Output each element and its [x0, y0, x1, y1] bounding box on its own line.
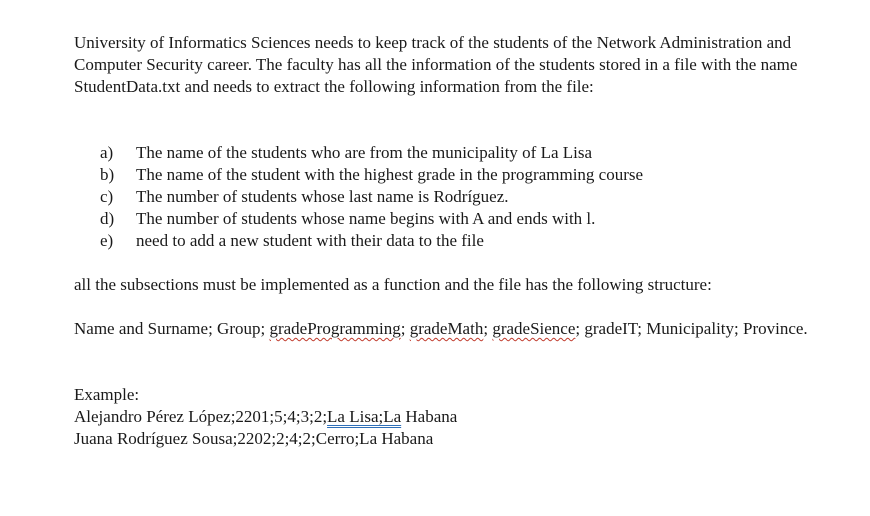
example-label: Example:: [74, 385, 140, 404]
requirements-list: [100, 142, 643, 252]
structure-separator: ;: [400, 319, 410, 338]
spellcheck-word: gradeProgramming: [269, 319, 401, 338]
example-text: Habana: [401, 407, 458, 426]
structure-text: Name and Surname; Group;: [74, 319, 270, 338]
list-item-text: The name of the student with the highest grade in the programming course: [136, 165, 644, 184]
grammar-flag: La Lisa;La: [327, 407, 402, 426]
list-marker: a): [100, 143, 114, 162]
list-item-text: The number of students whose last name is Rodríguez.: [136, 187, 509, 206]
subsections-note: all the subsections must be implemented as a function and the file has the following structure:: [74, 275, 712, 294]
structure-text: ; gradeIT; Municipality; Province.: [575, 319, 808, 338]
example-line: [74, 406, 457, 428]
list-marker: b): [100, 165, 115, 184]
list-marker: e): [100, 231, 114, 250]
list-item: [100, 142, 643, 164]
list-item: [100, 164, 643, 186]
example-block: [74, 384, 457, 450]
structure-separator: ;: [483, 319, 493, 338]
intro-paragraph: University of Informatics Sciences needs to keep track of the students of the Network Administration and Computer Security career. The faculty has all the information of the students stored in a file with the name StudentData.txt and needs to extract the following information from the file:: [74, 33, 798, 96]
spellcheck-word: gradeSience: [492, 319, 576, 338]
list-marker: d): [100, 209, 115, 228]
list-marker: c): [100, 187, 114, 206]
example-text: Alejandro Pérez López;2201;5;4;3;2;: [74, 407, 328, 426]
list-item: [100, 208, 643, 230]
list-item-text: The name of the students who are from the municipality of La Lisa: [136, 143, 593, 162]
example-line: Juana Rodríguez Sousa;2202;2;4;2;Cerro;La Habana: [74, 429, 434, 448]
file-structure: [74, 318, 834, 340]
list-item: [100, 186, 643, 208]
list-item-text: The number of students whose name begins with A and ends with l.: [136, 209, 596, 228]
list-item-text: need to add a new student with their data to the file: [136, 231, 484, 250]
list-item: [100, 230, 643, 252]
spellcheck-word: gradeMath: [409, 319, 484, 338]
